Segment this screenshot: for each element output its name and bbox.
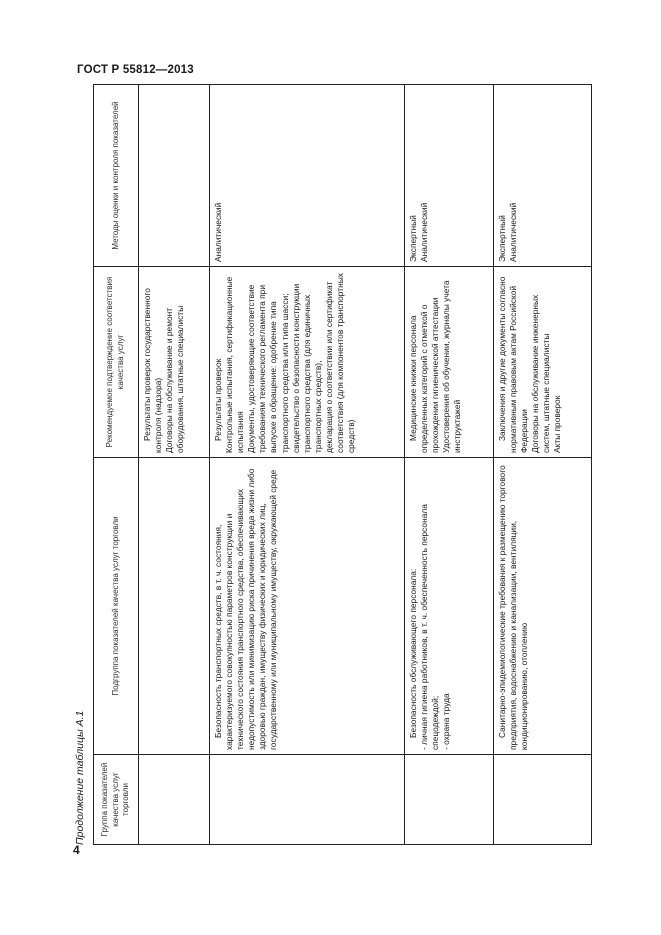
subgroup-cell: Безопасность обслуживающего персонала: - личная гигиена работников, в т. ч. обеспеченность персонала спецодеждой; - охрана труда: [405, 458, 494, 755]
confirmation-cell: Результаты проверок Контрольные испытания, сертификационные испытания Документы, удостоверяющие соответствие требованиям технического регламента при выпуске в обращение: одобрение типа транспортного средства или типа шасси; свидетельство о безопасности конструкции транспортного средства (для единичных транспортных средств), декларация о соответствии или сертификат соответствия (для компонентов транспортных средств): [210, 267, 405, 458]
group-cell: [405, 755, 494, 845]
table-row: [494, 85, 592, 845]
table-caption: Продолжение таблицы А.1: [74, 710, 86, 845]
methods-cell: [139, 85, 210, 267]
subgroup-cell: Санитарно-эпидемиологические требования к размещению торгового предприятия, водоснабжению и канализации, вентиляции, кондиционированию, отоплению: [494, 458, 592, 755]
subgroup-cell: [139, 458, 210, 755]
group-cell: [494, 755, 592, 845]
table-row: [405, 85, 494, 845]
table-row: [139, 85, 210, 845]
column-header-group: Группа показателей качества услуг торговли: [94, 755, 139, 845]
group-cell: [210, 755, 405, 845]
column-header-confirmation: Рекомендуемое подтверждение соответствия качества услуг: [94, 267, 139, 458]
standards-table: [93, 84, 592, 845]
methods-cell: Аналитический: [210, 85, 405, 267]
confirmation-cell: Результаты проверок государственного контроля (надзора) Договоры на обслуживание и ремонт оборудования, штатные специалисты: [139, 267, 210, 458]
methods-cell: Экспертный Аналитический: [494, 85, 592, 267]
group-cell: [139, 755, 210, 845]
column-header-subgroup: Подгруппа показателей качества услуг торговли: [94, 458, 139, 755]
subgroup-cell: Безопасность транспортных средств, в т. ч. состояния, характеризуемого совокупностью параметров конструкции и технического состояния транспортного средства, обеспечивающих недопустимость или минимизацию риска причинения вреда жизни либо здоровью граждан, имуществу физических и юридических лиц, государственному или муниципальному имуществу, окружающей среде: [210, 458, 405, 755]
column-header-methods: Методы оценки и контроля показателей: [94, 85, 139, 267]
page-number: 4: [73, 843, 80, 857]
table-row: [210, 85, 405, 845]
methods-cell: Экспертный Аналитический: [405, 85, 494, 267]
confirmation-cell: Заключения и другие документы согласно нормативным правовым актам Российской Федерации Договоры на обслуживание инженерных систем, штатные специалисты Акты проверок: [494, 267, 592, 458]
confirmation-cell: Медицинские книжки персонала определенных категорий с отметкой о прохождении гигиенической аттестации Удостоверения об обучении, журналы учета инструктажей: [405, 267, 494, 458]
table-header-row: [94, 85, 139, 845]
document-header: ГОСТ Р 55812—2013: [77, 64, 194, 76]
rotated-table-block: [74, 85, 591, 845]
